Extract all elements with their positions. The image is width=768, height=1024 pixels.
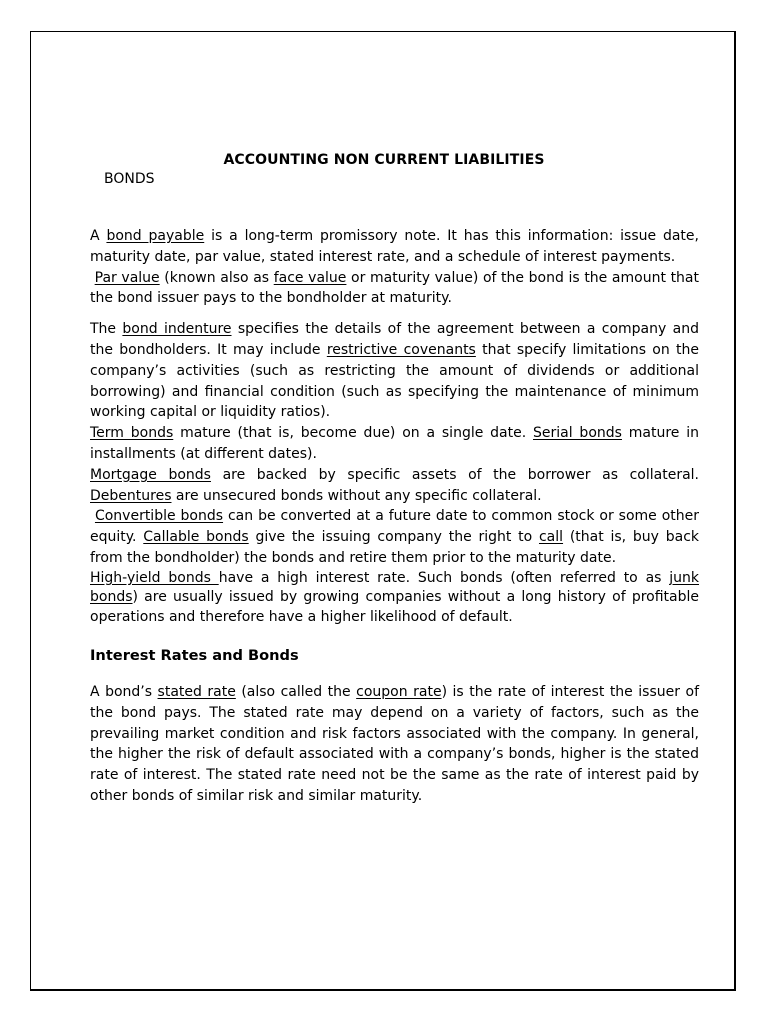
term-face-value: face value	[273, 269, 347, 286]
paragraph-stated-rate	[90, 682, 699, 807]
text-run: or maturity value) of the bond is the amount that the bond issuer pays to the bondholder at maturity.	[90, 269, 699, 307]
section-subtitle: BONDS	[104, 171, 155, 187]
text-run: (that is, buy back from the bondholder) the bonds and retire them prior to the maturity date.	[90, 529, 699, 566]
text-run: (also called the	[235, 684, 357, 701]
term-debentures: Debentures	[90, 487, 172, 504]
term-bond-payable: bond payable	[106, 228, 205, 244]
text-run: mature in installments (at different dates).	[90, 425, 700, 462]
text-run: are unsecured bonds without any specific collateral.	[171, 487, 542, 504]
text-run: are backed by specific assets of the borrower as collateral.	[210, 466, 699, 483]
term-serial-bonds: Serial bonds	[533, 425, 622, 442]
text-run: mature (that is, become due) on a single date.	[173, 425, 533, 442]
term-mortgage-bonds: Mortgage bonds	[90, 466, 211, 483]
text-run: The	[90, 321, 123, 338]
term-par-value: Par value	[94, 269, 160, 286]
paragraph-bond-indenture	[90, 319, 699, 423]
term-stated-rate: stated rate	[157, 684, 236, 701]
text-run: give the issuing company the right to	[248, 529, 539, 546]
paragraph-convertible-bonds	[90, 506, 699, 568]
paragraph-high-yield-bonds	[90, 569, 699, 628]
text-run: (known also as	[159, 269, 274, 286]
term-term-bonds: Term bonds	[90, 425, 174, 442]
term-coupon-rate: coupon rate	[356, 684, 442, 701]
paragraph-mortgage-bonds	[90, 465, 699, 507]
term-callable-bonds: Callable bonds	[143, 529, 249, 546]
term-bond-indenture: bond indenture	[122, 321, 232, 338]
text-run: have a high interest rate. Such bonds (often referred to as	[218, 569, 670, 586]
text-run: specifies the details of the agreement between a company and the bondholders. It may include	[90, 321, 699, 358]
document-body	[90, 226, 699, 807]
paragraph-par-value	[90, 268, 699, 310]
term-restrictive-covenants: restrictive covenants	[326, 341, 476, 358]
term-junk-bonds: junk bonds	[90, 569, 700, 606]
term-high-yield-bonds: High-yield bonds	[90, 569, 219, 586]
text-run: ) is the rate of interest the issuer of the bond pays. The stated rate may depend on a variety of factors, such as the prevailing market condition and risk factors associated with the company. In general, the higher the risk of default associated with a company’s bonds, higher is the stated rate of interest. The stated rate need not be the same as the rate of interest paid by other bonds of similar risk and similar maturity.	[90, 684, 699, 805]
text-run: ) are usually issued by growing companies without a long history of profitable operations and therefore have a higher likelihood of default.	[90, 589, 699, 625]
paragraph-term-bonds	[90, 423, 699, 465]
text-run: that specify limitations on the company’s activities (such as restricting the amount of dividends or additional borrowing) and financial condition (such as specifying the maintenance of minimum working capital or liquidity ratios).	[90, 341, 700, 421]
section-heading: Interest Rates and Bonds	[90, 647, 299, 665]
text-run: A bond’s	[90, 684, 158, 701]
text-run: A	[90, 228, 107, 244]
paragraph-bond-payable	[90, 226, 699, 268]
page-title: ACCOUNTING NON CURRENT LIABILITIES	[223, 152, 545, 168]
term-convertible-bonds: Convertible bonds	[94, 508, 224, 525]
text-run: can be converted at a future date to common stock or some other equity.	[90, 508, 700, 546]
term-call: call	[538, 529, 564, 546]
text-run: is a long-term promissory note. It has this information: issue date, maturity date, par value, stated interest rate, and a schedule of interest payments.	[90, 228, 699, 265]
